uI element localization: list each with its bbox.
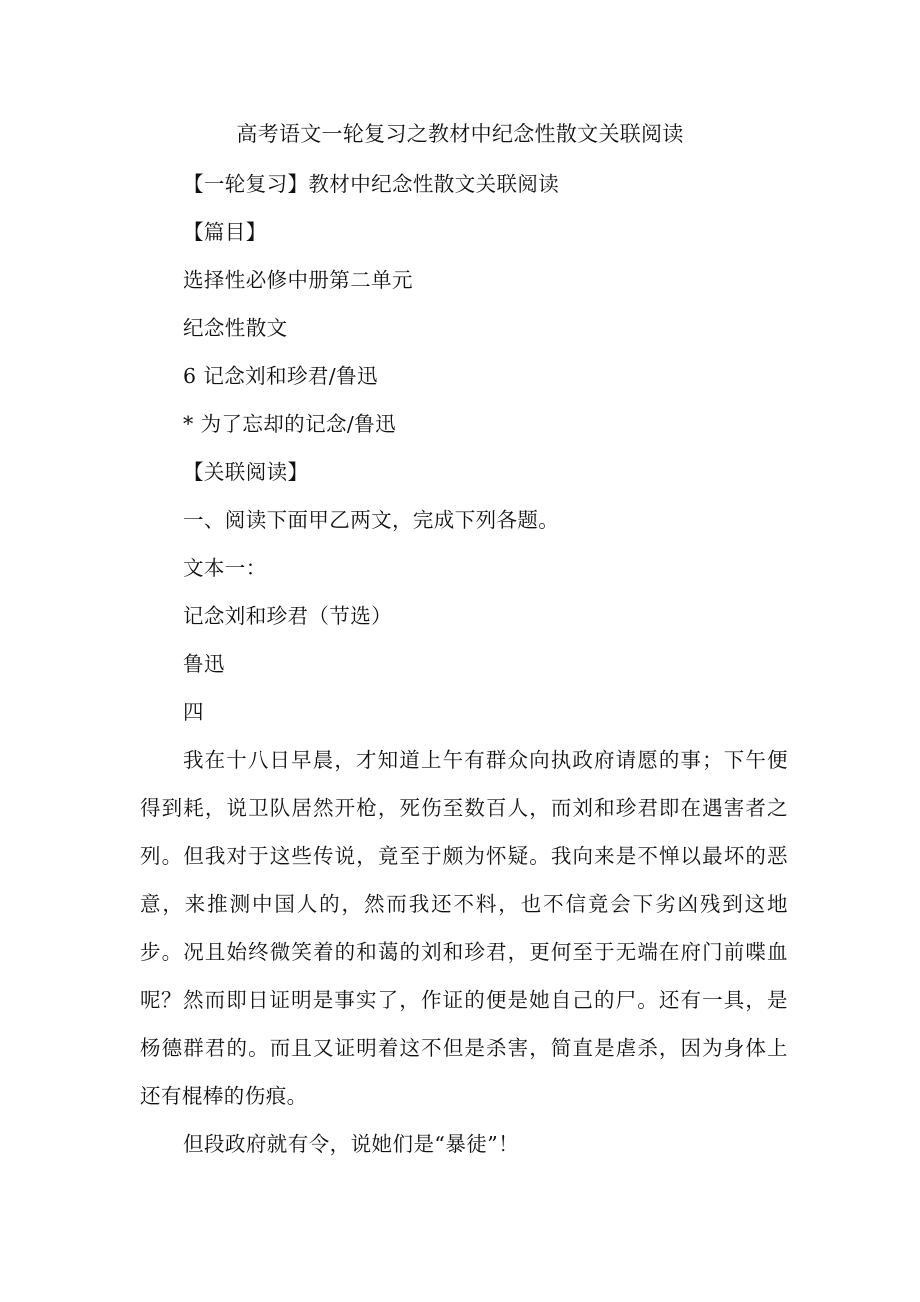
unit-label: 选择性必修中册第二单元	[183, 268, 413, 292]
genre-label: 纪念性散文	[183, 316, 288, 340]
section-heading-related-reading: 【关联阅读】	[183, 460, 309, 484]
text-one-label: 文本一：	[183, 556, 267, 580]
question-instruction: 一、阅读下面甲乙两文，完成下列各题。	[183, 508, 560, 532]
section-number: 四	[183, 700, 204, 724]
excerpt-author: 鲁迅	[183, 652, 225, 676]
body-paragraph-1: 我在十八日早晨，才知道上午有群众向执政府请愿的事；下午便得到耗，说卫队居然开枪，死伤至数百人，而刘和珍君即在遇害者之列。但我对于这些传说，竟至于颇为怀疑。我向来是不惮以最坏的恶意，来推测中国人的，然而我还不料，也不信竟会下劣凶残到这地步。况且始终微笑着的和蔼的刘和珍君，更何至于无端在府门前喋血呢？	[140, 748, 788, 1012]
text-entry-6: 6 记念刘和珍君/鲁迅	[183, 364, 378, 388]
body-paragraph-2: 然而即日证明是事实了，作证的便是她自己的尸。还有一具，是杨德群君的。而且又证明着这不但是杀害，简直是虐杀，因为身体上还有棍棒的伤痕。	[140, 988, 788, 1108]
document-title: 高考语文一轮复习之教材中纪念性散文关联阅读	[236, 122, 684, 146]
text-entry-star: * 为了忘却的记念/鲁迅	[183, 412, 396, 436]
section-heading-pianmu: 【篇目】	[183, 220, 267, 244]
excerpt-title: 记念刘和珍君（节选）	[183, 604, 392, 628]
body-paragraph-3: 但段政府就有令，说她们是“暴徒”！	[183, 1132, 520, 1156]
review-heading: 【一轮复习】教材中纪念性散文关联阅读	[183, 172, 560, 196]
